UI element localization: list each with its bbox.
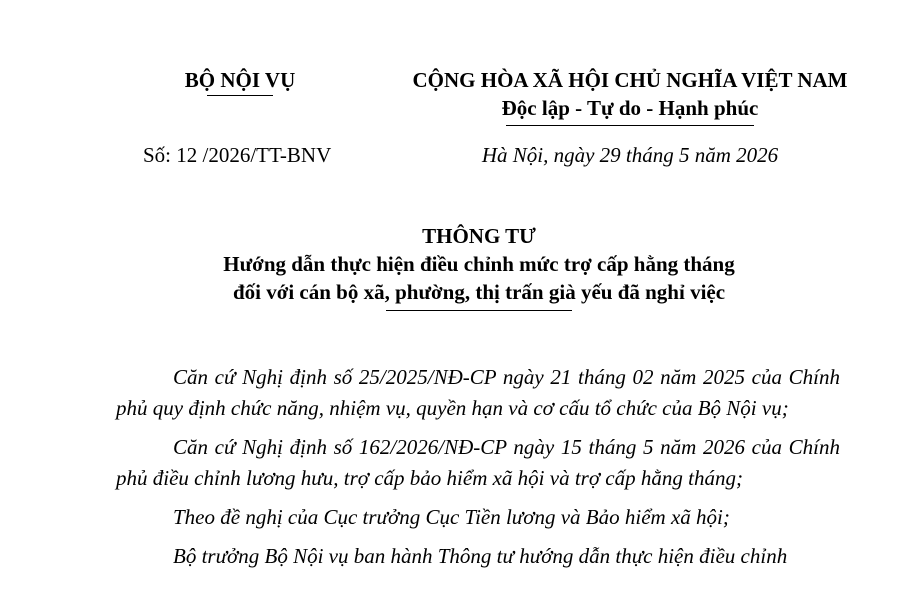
document-subject-line-1: Hướng dẫn thực hiện điều chỉnh mức trợ cấp hằng tháng xyxy=(223,252,735,276)
legal-basis-paragraph: Căn cứ Nghị định số 162/2026/NĐ-CP ngày 15 tháng 5 năm 2026 của Chính phủ điều chỉnh lương hưu, trợ cấp bảo hiểm xã hội và trợ cấp hằng tháng; xyxy=(116,435,840,490)
issuance-paragraph: Bộ trưởng Bộ Nội vụ ban hành Thông tư hướng dẫn thực hiện điều chỉnh xyxy=(173,544,788,568)
issuing-agency-block xyxy=(150,66,330,96)
motto-underline xyxy=(506,125,754,126)
national-title-block xyxy=(400,66,860,126)
document-subject-line-2: đối với cán bộ xã, phường, thị trấn già yếu đã nghỉ việc xyxy=(232,280,726,304)
place-and-date: Hà Nội, ngày 29 tháng 5 năm 2026 xyxy=(481,143,779,167)
legal-basis-section xyxy=(116,362,840,580)
agency-underline xyxy=(207,95,273,96)
proposal-paragraph: Theo đề nghị của Cục trưởng Cục Tiền lương và Bảo hiểm xã hội; xyxy=(173,505,730,529)
country-name: CỘNG HÒA XÃ HỘI CHỦ NGHĨA VIỆT NAM xyxy=(412,68,848,92)
national-motto: Độc lập - Tự do - Hạnh phúc xyxy=(501,96,759,120)
document-number: Số: 12 /2026/TT-BNV xyxy=(143,143,332,167)
document-type: THÔNG TƯ xyxy=(422,224,536,248)
issuing-agency: BỘ NỘI VỤ xyxy=(184,68,296,92)
document-title-block xyxy=(100,222,858,311)
legal-basis-paragraph: Căn cứ Nghị định số 25/2025/NĐ-CP ngày 21 tháng 02 năm 2025 của Chính phủ quy định chức năng, nhiệm vụ, quyền hạn và cơ cấu tổ chức của Bộ Nội vụ; xyxy=(116,365,840,420)
title-underline xyxy=(386,310,572,311)
